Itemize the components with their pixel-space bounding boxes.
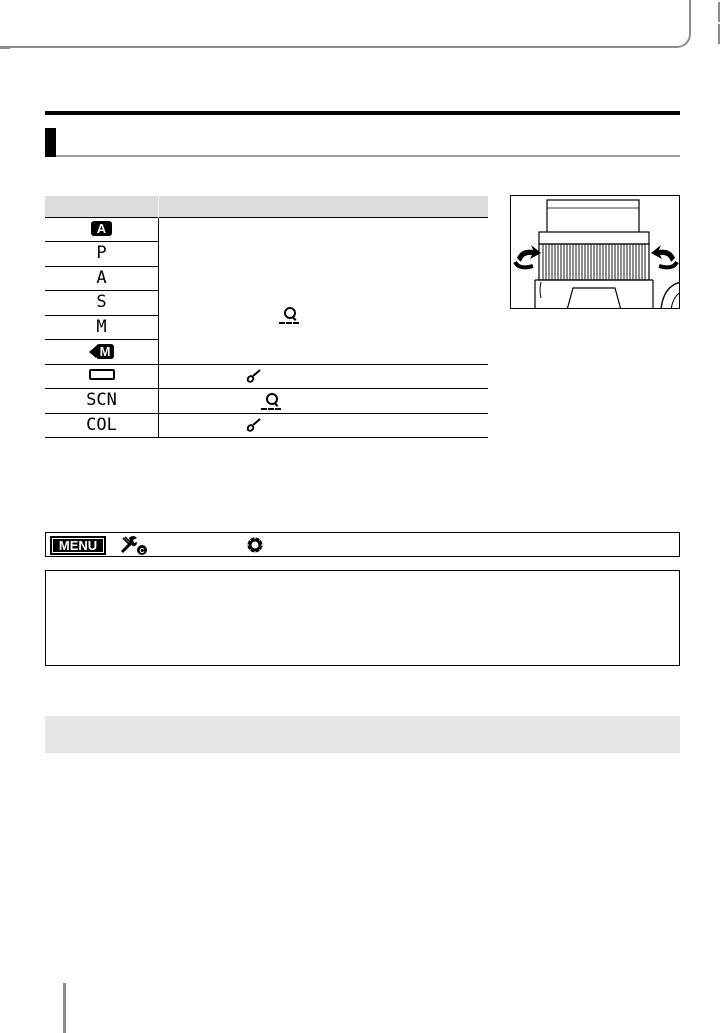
subheading-band [45, 716, 680, 753]
magnify-icon [261, 392, 281, 410]
dial-icon [246, 536, 264, 554]
note-box [45, 570, 680, 666]
menu-badge: MENU [50, 536, 106, 555]
header-cell-mode [45, 196, 159, 217]
svg-text:C: C [139, 548, 145, 555]
creative-control-mode-label: COL [86, 414, 117, 435]
manual-mode-label: M [96, 316, 107, 337]
section-marker [45, 128, 56, 157]
movie-manual-mode-icon: M [96, 344, 115, 359]
wrench-c-icon [120, 535, 148, 555]
top-tab-frame-edge [0, 47, 10, 49]
program-mode-label: P [96, 243, 107, 264]
table-header [45, 196, 488, 217]
top-tab-frame [0, 0, 691, 48]
lens-ring-drawing [511, 196, 680, 309]
table-row [45, 217, 488, 242]
page-side-marker [63, 983, 66, 1033]
panorama-mode-icon [89, 369, 115, 380]
heading-rule [45, 111, 680, 115]
table-row [45, 389, 488, 414]
table-row [45, 413, 488, 438]
section-underline [56, 155, 680, 157]
lens-ring-illustration [510, 195, 680, 309]
table-row [45, 364, 488, 389]
mode-table [45, 196, 488, 438]
brush-icon [245, 368, 263, 384]
brush-icon [245, 417, 263, 433]
page-edge-fragment [714, 0, 727, 52]
intelligent-auto-mode-icon: A [91, 221, 112, 236]
shutter-mode-label: S [96, 292, 107, 313]
menu-path-bar [45, 532, 680, 557]
header-cell-function [159, 196, 489, 217]
shared-function-cell [159, 217, 489, 364]
scene-mode-label: SCN [86, 390, 117, 411]
movie-camera-icon [89, 346, 96, 358]
magnify-icon [279, 306, 299, 324]
aperture-mode-label: A [96, 267, 107, 288]
